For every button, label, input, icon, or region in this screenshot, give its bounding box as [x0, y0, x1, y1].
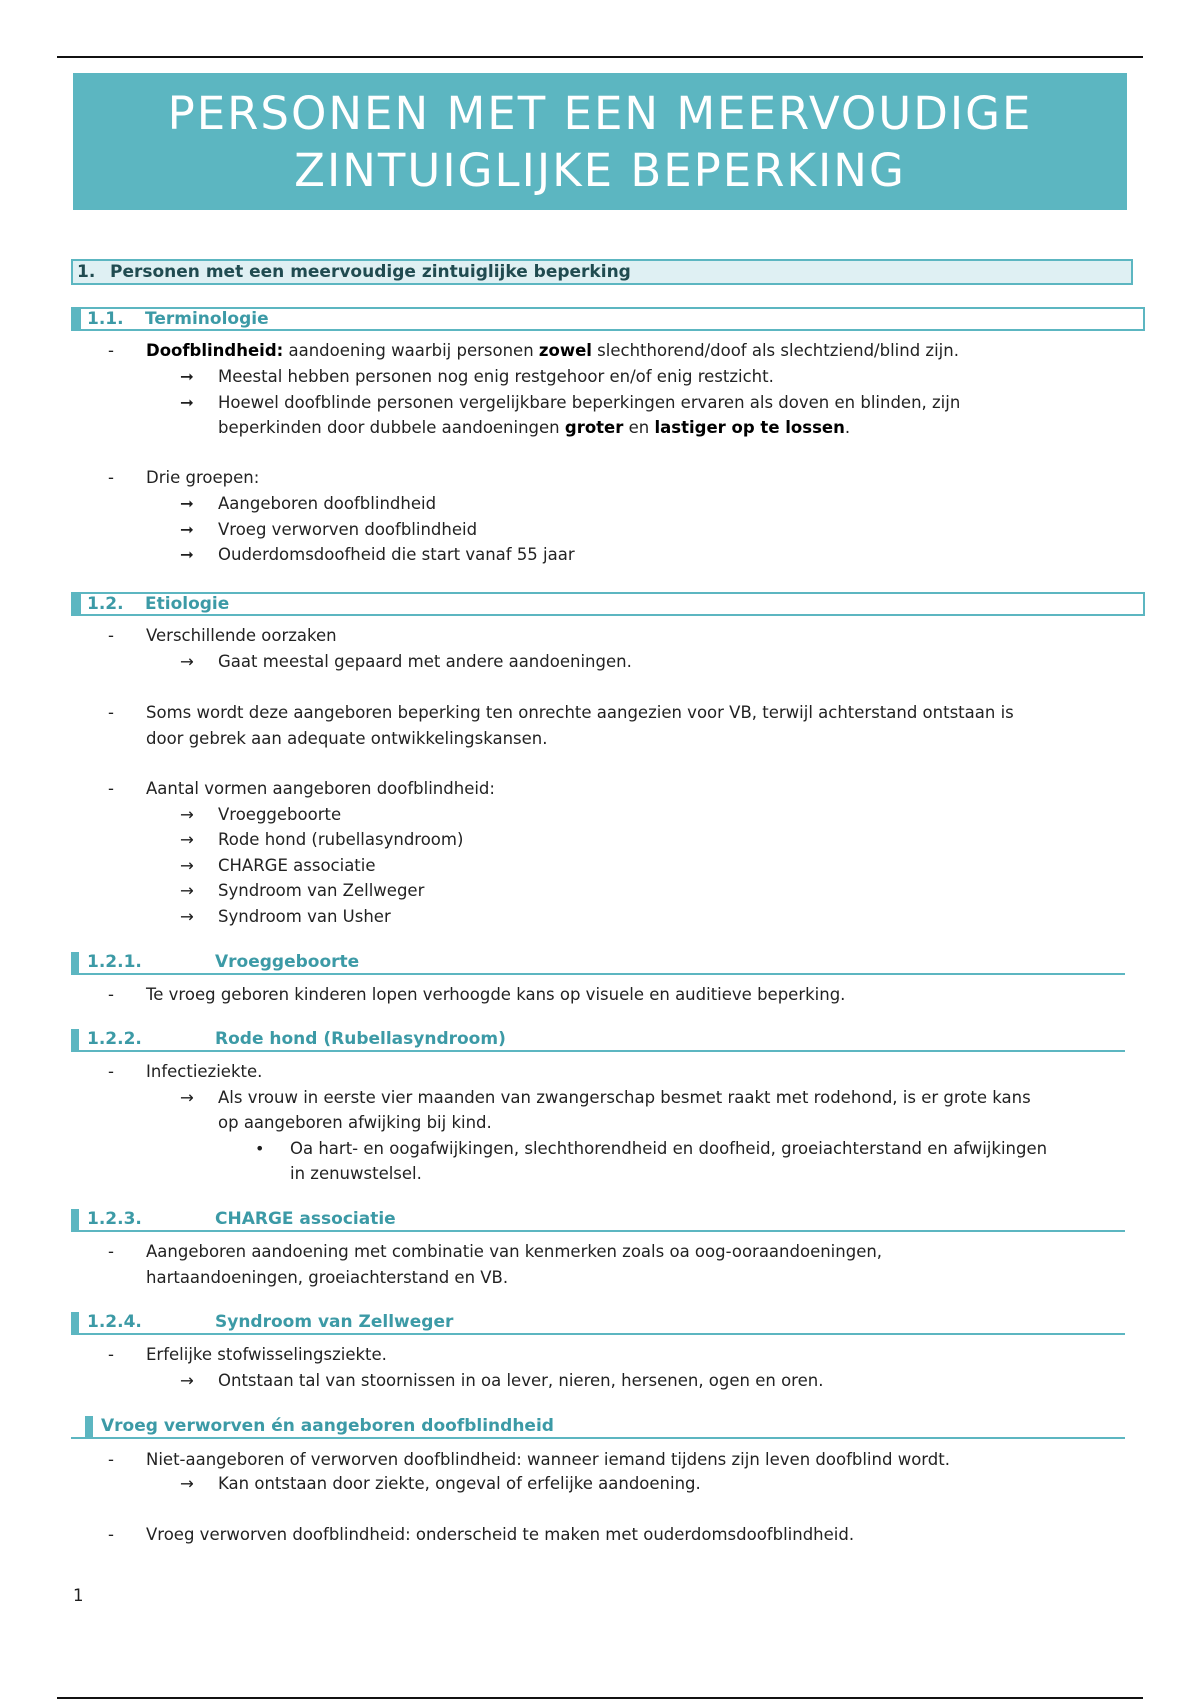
heading-bar — [71, 1029, 79, 1050]
list-item: CHARGE associatie — [218, 856, 376, 875]
top-rule — [57, 56, 1143, 58]
list-item: Ontstaan tal van stoornissen in oa lever, nieren, hersenen, ogen en oren. — [218, 1371, 824, 1390]
section-1-2-1-heading — [71, 951, 1125, 975]
bullet-icon: • — [255, 1139, 265, 1158]
list-item: Oa hart- en oogafwijkingen, slechthorendheid en doofheid, groeiachterstand en afwijkingen — [290, 1139, 1048, 1158]
arrow-icon: ➞ — [180, 393, 194, 412]
list-item: Syndroom van Zellweger — [218, 881, 425, 900]
section-number: 1. — [77, 262, 96, 282]
arrow-icon: → — [180, 652, 194, 671]
list-dash: - — [108, 985, 114, 1004]
document-title-banner — [73, 73, 1127, 210]
list-item: Hoewel doofblinde personen vergelijkbare beperkingen ervaren als doven en blinden, zijn — [218, 393, 961, 412]
section-title: Personen met een meervoudige zintuiglijke beperking — [110, 262, 631, 282]
list-item-continued: beperkinden door dubbele aandoeningen groter en lastiger op te lossen. — [218, 418, 851, 437]
bottom-rule — [57, 1697, 1143, 1699]
section-number: 1.2. — [87, 594, 124, 614]
list-dash: - — [108, 468, 114, 487]
title-line-1: PERSONEN MET EEN MEERVOUDIGE — [167, 86, 1033, 140]
section-number: 1.2.4. — [87, 1312, 142, 1332]
list-dash: - — [108, 1345, 114, 1364]
list-item: Verschillende oorzaken — [146, 626, 337, 645]
list-item: Te vroeg geboren kinderen lopen verhoogde kans op visuele en auditieve beperking. — [146, 985, 846, 1004]
list-item: Meestal hebben personen nog enig restgehoor en/of enig restzicht. — [218, 367, 774, 386]
arrow-icon: → — [180, 907, 194, 926]
list-item-continued: door gebrek aan adequate ontwikkelingskansen. — [146, 729, 548, 748]
list-item: Als vrouw in eerste vier maanden van zwangerschap besmet raakt met rodehond, is er grote kans — [218, 1088, 1031, 1107]
list-item-continued: hartaandoeningen, groeiachterstand en VB. — [146, 1268, 509, 1287]
title-line-2: ZINTUIGLIJKE BEPERKING — [294, 143, 906, 197]
arrow-icon: → — [180, 856, 194, 875]
list-item: Aangeboren aandoening met combinatie van kenmerken zoals oa oog-ooraandoeningen, — [146, 1242, 883, 1261]
list-dash: - — [108, 1242, 114, 1261]
groups-intro: Drie groepen: — [146, 468, 260, 487]
list-item: Aantal vormen aangeboren doofblindheid: — [146, 779, 495, 798]
list-item: Syndroom van Usher — [218, 907, 391, 926]
list-item: Kan ontstaan door ziekte, ongeval of erfelijke aandoening. — [218, 1474, 701, 1493]
heading-bar — [71, 1312, 79, 1333]
heading-bar — [85, 1416, 93, 1437]
section-title: Terminologie — [145, 309, 269, 329]
arrow-icon: ➞ — [180, 494, 194, 513]
section-title: Rode hond (Rubellasyndroom) — [215, 1029, 506, 1049]
arrow-icon: → — [180, 881, 194, 900]
heading-bar — [71, 952, 79, 973]
list-dash: - — [108, 1525, 114, 1544]
section-title: Syndroom van Zellweger — [215, 1312, 454, 1332]
section-1-2-heading — [71, 592, 1145, 616]
section-number: 1.2.3. — [87, 1209, 142, 1229]
list-item-continued: in zenuwstelsel. — [290, 1164, 422, 1183]
list-dash: - — [108, 626, 114, 645]
page-number: 1 — [73, 1586, 84, 1605]
arrow-icon: ➞ — [180, 545, 194, 564]
list-item: Vroeg verworven doofblindheid: onderscheid te maken met ouderdomsdoofblindheid. — [146, 1525, 855, 1544]
heading-bar — [71, 1209, 79, 1230]
list-item: Vroeg verworven doofblindheid — [218, 520, 478, 539]
section-number: 1.2.2. — [87, 1029, 142, 1049]
list-item: Erfelijke stofwisselingsziekte. — [146, 1345, 387, 1364]
list-item: Infectieziekte. — [146, 1062, 263, 1081]
arrow-icon: → — [180, 830, 194, 849]
list-item: Niet-aangeboren of verworven doofblindheid: wanneer iemand tijdens zijn leven doofblind wordt. — [146, 1450, 950, 1469]
list-item: Vroeggeboorte — [218, 805, 342, 824]
list-item: Aangeboren doofblindheid — [218, 494, 437, 513]
section-title: Vroeggeboorte — [215, 952, 360, 972]
section-1-2-3-heading — [71, 1208, 1125, 1232]
section-title: CHARGE associatie — [215, 1209, 396, 1229]
section-title: Etiologie — [145, 594, 230, 614]
arrow-icon: → — [180, 805, 194, 824]
arrow-icon: ➞ — [180, 367, 194, 386]
list-dash: - — [108, 703, 114, 722]
section-title: Vroeg verworven én aangeboren doofblindheid — [101, 1416, 554, 1436]
list-item: Soms wordt deze aangeboren beperking ten onrechte aangezien voor VB, terwijl achterstand ontstaan is — [146, 703, 1014, 722]
list-item-continued: op aangeboren afwijking bij kind. — [218, 1113, 492, 1132]
list-dash: - — [108, 1062, 114, 1081]
list-item: Rode hond (rubellasyndroom) — [218, 830, 464, 849]
section-1-heading — [71, 259, 1133, 285]
arrow-icon: → — [180, 1371, 194, 1390]
section-vroeg-verworven-heading — [71, 1415, 1125, 1439]
section-number: 1.2.1. — [87, 952, 142, 972]
list-dash: - — [108, 779, 114, 798]
arrow-icon: ➞ — [180, 520, 194, 539]
arrow-icon: → — [180, 1088, 194, 1107]
section-1-1-heading — [71, 307, 1145, 331]
section-1-2-2-heading — [71, 1028, 1125, 1052]
list-dash: - — [108, 341, 114, 360]
section-number: 1.1. — [87, 309, 124, 329]
definition-doofblindheid: Doofblindheid: aandoening waarbij personen zowel slechthorend/doof als slechtziend/blind zijn. — [146, 341, 959, 360]
list-item: Ouderdomsdoofheid die start vanaf 55 jaar — [218, 545, 575, 564]
arrow-icon: → — [180, 1474, 194, 1493]
section-1-2-4-heading — [71, 1311, 1125, 1335]
list-dash: - — [108, 1450, 114, 1469]
list-item: Gaat meestal gepaard met andere aandoeningen. — [218, 652, 632, 671]
